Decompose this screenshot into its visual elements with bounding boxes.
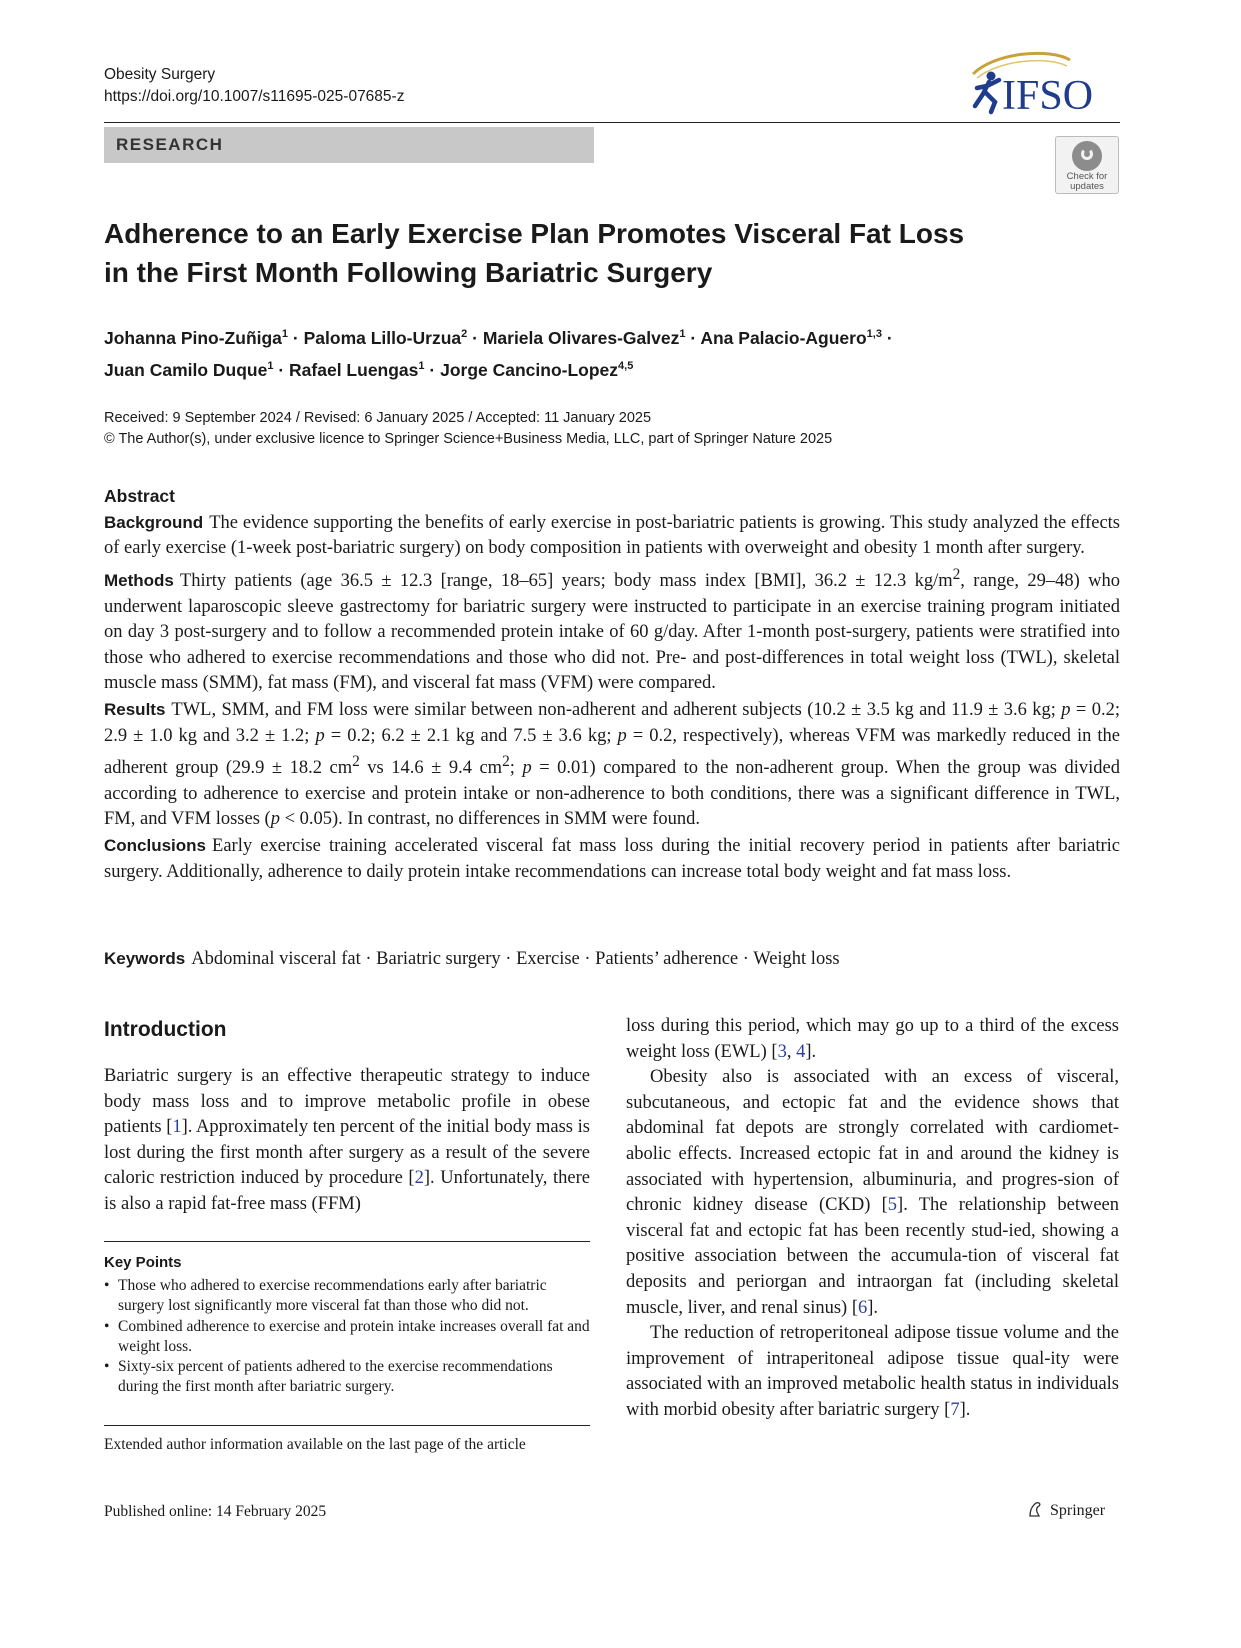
superscript: 2 [952, 565, 961, 583]
intro-paragraph-2 [626, 1065, 1119, 1321]
left-column [104, 1064, 590, 1218]
article-title [104, 214, 1004, 292]
author-list [104, 320, 1104, 384]
results-text: = 0.01) compared to the non-adherent group. When the group was divided according to adherence to exercise and protein intake or non-adherence to both conditions, there was a significant difference in TWL, FM, and VFM losses ( [104, 758, 1120, 830]
extended-author-info: Extended author information available on the last page of the article [104, 1436, 526, 1453]
paragraph-text: ]. The relationship between visceral fat and ectopic fat has been recently stud-ied, showing a positive association between the accumula-tion of visceral fat deposits and periorgan and intraorgan fat (including skeletal muscle, liver, and renal sinus) [ [626, 1195, 1119, 1318]
intro-paragraph-3 [626, 1321, 1119, 1423]
title-line-2: in the First Month Following Bariatric Surgery [104, 257, 713, 288]
key-point-item: • Those who adhered to exercise recommendations early after bariatric surgery lost significantly more visceral fat than those who did not. [104, 1276, 590, 1317]
key-point-item: • Combined adherence to exercise and protein intake increases overall fat and weight loss. [104, 1317, 590, 1358]
check-updates-line1: Check for [1066, 171, 1108, 182]
p-symbol: p [522, 758, 532, 779]
abstract [104, 484, 1120, 885]
journal-header [104, 64, 404, 108]
check-updates-line2: updates [1070, 181, 1104, 192]
logo-text: IFSO [1002, 73, 1094, 116]
author-affiliation: 1 [418, 359, 425, 372]
background-label: Background [104, 512, 204, 532]
intro-paragraph-continued [626, 1014, 1119, 1065]
publisher-name: Springer [1050, 1502, 1106, 1519]
title-line-1: Adherence to an Early Exercise Plan Promotes Visceral Fat Loss [104, 218, 965, 249]
ifso-logo [955, 46, 1120, 116]
paragraph-text: ]. Approximately ten percent of the initial body mass is lost during the first month after surgery as a result of the severe caloric restriction induced by procedure [ [104, 1117, 590, 1189]
p-symbol: p [1061, 699, 1071, 720]
key-points-list [104, 1276, 590, 1398]
methods-text: , range, 29–48) who underwent laparoscopic sleeve gastrectomy for bariatric surgery were instructed to participate in an exercise training program initiated on day 3 post-surgery and to follow a recommended protein intake of 60 g/day. After 1-month post-surgery, patients were stratified into those who adhered to exercise recommendations and those who did not. Pre- and post-differences in total weight loss (TWL), skeletal muscle mass (SMM), fat mass (FM), and visceral fat mass (VFM) were compared. [104, 570, 1120, 694]
author-affiliation: 1,3 [866, 328, 882, 340]
citation-link[interactable]: 5 [887, 1195, 898, 1216]
results-label: Results [104, 699, 166, 719]
author-line-2: Juan Camilo Duque$^1$ · Rafael Luengas$^1$ · Jorge Cancino-Lopez$^{4,5}$ [104, 359, 634, 380]
key-points-rule-bottom [104, 1425, 590, 1426]
copyright-notice: © The Author(s), under exclusive licence to Springer Science+Business Media, LLC, part of Springer Nature 2025 [104, 431, 833, 447]
springer-logo [1026, 1500, 1105, 1520]
abstract-heading: Abstract [104, 486, 175, 506]
paragraph-text: Obesity also is associated with an excess of visceral, subcutaneous, and ectopic fat and the evidence shows that abdominal fat depots are strongly correlated with cardiomet-abolic effects. Increased ectopic fat in and around the kidney is associated with hypertension, albuminuria, and progres-sion of chronic kidney disease (CKD) [ [626, 1067, 1119, 1216]
background-text: The evidence supporting the benefits of early exercise in post-bariatric patients is growing. This study analyzed the effects of early exercise (1-week post-bariatric surgery) on body composition in patients with overweight and obesity 1 month after surgery. [104, 512, 1120, 559]
paragraph-text: The reduction of retroperitoneal adipose tissue volume and the improvement of intraperitoneal adipose tissue qual-ity were associated with an improved metabolic health status in individuals with morbid obesity after bariatric surgery [ [626, 1323, 1119, 1420]
paragraph-text: Bariatric surgery is an effective therapeutic strategy to induce body mass loss and to improve metabolic profile in obese patients [ [104, 1066, 590, 1138]
ifso-logo-graphic [955, 46, 1120, 116]
abstract-background [104, 510, 1120, 562]
springer-horse-icon [1026, 1500, 1044, 1518]
paragraph-text: ]. Unfortunately, there is also a rapid fat-free mass (FFM) [104, 1168, 590, 1214]
results-text: < 0.05). In contrast, no differences in SMM were found. [279, 809, 701, 830]
abstract-results [104, 697, 1120, 833]
results-text: ; [509, 758, 523, 779]
author-name[interactable]: Rafael Luengas [289, 359, 419, 380]
header-rule [104, 122, 1120, 123]
results-text: TWL, SMM, and FM loss were similar between non-adherent and adherent subjects (10.2 ± 3.5 kg and 11.9 ± 3.6 kg; [171, 699, 1062, 720]
abstract-methods [104, 562, 1120, 697]
key-point-item: • Sixty-six percent of patients adhered to the exercise recommendations during the first month after bariatric surgery. [104, 1357, 590, 1398]
results-text: = 0.2; 6.2 ± 2.1 kg and 7.5 ± 3.6 kg; [324, 725, 618, 746]
citation-link[interactable]: 6 [857, 1297, 868, 1318]
keywords-label: Keywords [104, 949, 186, 968]
paragraph-text: ]. [805, 1041, 817, 1062]
citation-link[interactable]: 2 [414, 1168, 424, 1189]
key-points-heading: Key Points [104, 1254, 182, 1271]
author-name[interactable]: Paloma Lillo-Urzua [303, 327, 462, 348]
paragraph-text: , [786, 1041, 797, 1062]
journal-name: Obesity Surgery [104, 66, 216, 83]
author-affiliation: 4,5 [618, 359, 634, 372]
author-name[interactable]: Ana Palacio-Aguero [700, 327, 867, 348]
author-name[interactable]: Mariela Olivares-Galvez [482, 327, 680, 348]
methods-label: Methods [104, 570, 174, 590]
check-for-updates-badge[interactable] [1055, 136, 1119, 194]
author-name[interactable]: Juan Camilo Duque [104, 359, 268, 380]
conclusions-label: Conclusions [104, 836, 207, 856]
history-dates: Received: 9 September 2024 / Revised: 6 January 2025 / Accepted: 11 January 2025 [104, 410, 652, 426]
results-text: vs 14.6 ± 9.4 cm [359, 758, 503, 779]
introduction-heading: Introduction [104, 1018, 227, 1041]
p-symbol: p [617, 725, 627, 746]
published-online: Published online: 14 February 2025 [104, 1503, 327, 1520]
superscript: 2 [352, 753, 360, 771]
paragraph-text: ]. [867, 1297, 879, 1318]
paragraph-text: loss during this period, which may go up to a third of the excess weight loss (EWL) [ [626, 1016, 1119, 1062]
results-text: = 0.2, respectively), whereas VFM was markedly reduced in the adherent group (29.9 ± 18.2 cm [104, 725, 1120, 779]
right-column [626, 1014, 1119, 1424]
intro-paragraph-1 [104, 1064, 590, 1218]
article-dates [104, 408, 832, 450]
conclusions-text: Early exercise training accelerated visceral fat mass loss during the initial recovery period in patients after bariatric surgery. Additionally, adherence to daily protein intake recommendations can increase total body weight and fat mass loss. [104, 836, 1120, 882]
author-affiliation: 1 [267, 359, 274, 372]
author-name[interactable]: Johanna Pino-Zuñiga [104, 327, 282, 348]
key-points-rule-top [104, 1241, 590, 1242]
keywords-text: Abdominal visceral fat · Bariatric surgery · Exercise · Patients’ adherence · Weight loss [191, 949, 840, 969]
author-affiliation: 2 [461, 328, 468, 340]
citation-link[interactable]: 7 [950, 1399, 960, 1420]
superscript: 2 [502, 753, 510, 771]
abstract-conclusions [104, 833, 1120, 885]
citation-link[interactable]: 4 [796, 1041, 806, 1062]
author-name[interactable]: Jorge Cancino-Lopez [440, 359, 619, 380]
keywords [104, 946, 1120, 972]
check-updates-icon [1072, 141, 1102, 171]
author-line-1: Johanna Pino-Zuñiga$^1$ · Paloma Lillo-Urzua$^2$ · Mariela Olivares-Galvez$^1$ · Ana Palacio-Aguero$^{1,3}$ · [104, 327, 893, 348]
p-symbol: p [315, 725, 325, 746]
citation-link[interactable]: 3 [777, 1041, 787, 1062]
p-symbol: p [270, 809, 280, 830]
paragraph-text: ]. [959, 1399, 971, 1420]
author-affiliation: 1 [281, 328, 289, 340]
methods-text: Thirty patients (age 36.5 ± 12.3 [range, 18–65] years; body mass index [BMI], 36.2 ± 12.3 kg/m [179, 570, 953, 591]
author-affiliation: 1 [679, 328, 686, 340]
results-text: = 0.2; 2.9 ± 1.0 kg and 3.2 ± 1.2; [104, 699, 1121, 746]
doi-link[interactable]: https://doi.org/10.1007/s11695-025-07685-z [104, 88, 405, 105]
section-label: RESEARCH [104, 127, 594, 163]
citation-link[interactable]: 1 [172, 1117, 182, 1138]
